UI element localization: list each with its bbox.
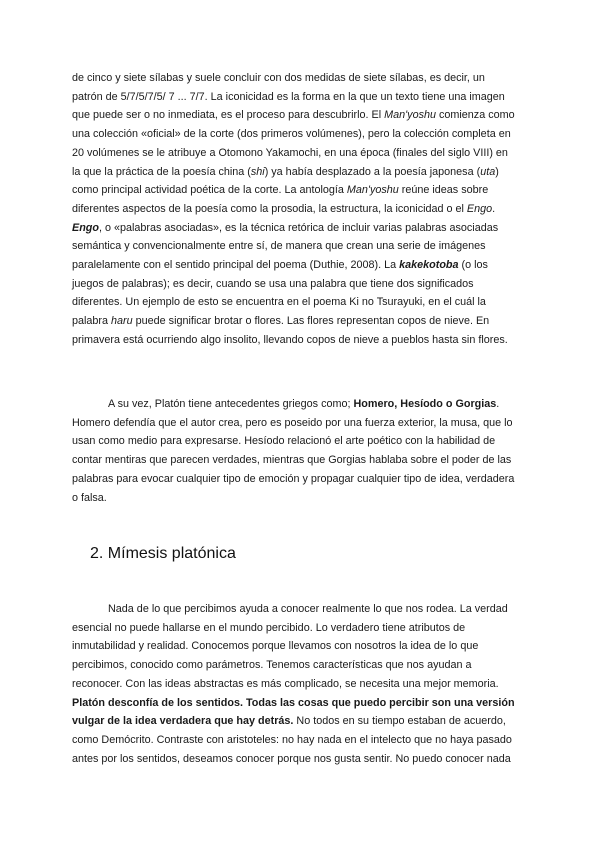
- text-line: palabras para evocar cualquier tipo de emoción y propagar cualquier tipo de idea, verdadera: [72, 472, 515, 485]
- text-line: inmutabilidad y realidad. Conocemos porque llevamos con nosotros la idea de lo que: [72, 640, 479, 653]
- section-heading: 2. Mímesis platónica: [90, 545, 236, 562]
- text-line: palabra haru puede significar brotar o flores. Las flores representan copos de nieve. En: [72, 315, 490, 328]
- text-line: 20 volúmenes se le atribuye a Otomono Yakamochi, en una época (finales del siglo VIII) en: [72, 146, 508, 159]
- text-line: contar mentiras que parecen verdades, mientras que Gorgias hablaba sobre el poder de las: [72, 454, 512, 467]
- text-line: percibimos, conocido como parámetros. Tenemos características que nos ayudan a: [72, 659, 472, 672]
- text-line: esencial no puede hallarse en el mundo percibido. Lo verdadero tiene atributos de: [72, 621, 466, 634]
- text-line: antes por los sentidos, deseamos conocer porque nos gusta sentir. No puedo conocer nada: [72, 752, 511, 765]
- text-line: vulgar de la idea verdadera que hay detrás. No todos en su tiempo estaban de acuerdo,: [72, 715, 506, 728]
- text-line: como Demócrito. Contraste con aristoteles: no hay nada en el intelecto que no haya pasado: [72, 733, 512, 746]
- text-line: juegos de palabras); es decir, cuando se usa una palabra que tiene dos significados: [72, 277, 474, 290]
- text-line: diferentes aspectos de la poesía como la prosodia, la estructura, la iconicidad o el Engo.: [72, 202, 496, 215]
- text-line: una colección «oficial» de la corte (dos primeros volúmenes), pero la colección completa en: [72, 128, 511, 141]
- text-line: usan como medio para expresarse. Hesíodo relacionó el arte poético con la habilidad de: [72, 435, 496, 448]
- text-line: la que la práctica de la poesía china (shi) ya había desplazado a la poesía japonesa (uta): [72, 165, 499, 178]
- term-engo: Engo: [72, 221, 99, 234]
- text-line: primavera está ocurriendo algo insolito, llevando copos de nieve a pueblos hasta sin flores.: [72, 333, 508, 346]
- text-line-bold: Platón desconfía de los sentidos. Todas las cosas que puedo percibir son una versión: [72, 696, 515, 709]
- text-line: Nada de lo que percibimos ayuda a conocer realmente lo que nos rodea. La verdad: [108, 603, 508, 615]
- text-line: semántica y convencionalmente entre sí, de manera que crean una serie de imágenes: [72, 240, 486, 253]
- text-line: paralelamente con el sentido principal del poema (Duthie, 2008). La kakekotoba (o los: [72, 259, 488, 272]
- paragraph-antecedentes: [72, 395, 524, 507]
- paragraph-manyoshu: [72, 69, 524, 350]
- text-line: diferentes. Un ejemplo de esto se encuentra en el poema Ki no Tsurayuki, en el cuál la: [72, 296, 486, 309]
- text-line: como principal actividad poética de la corte. La antología Man'yoshu reúne ideas sobre: [72, 184, 489, 197]
- text-line: de cinco y siete sílabas y suele concluir con dos medidas de siete sílabas, es decir, un: [72, 72, 485, 84]
- text-line: patrón de 5/7/5/7/5/ 7 ... 7/7. La iconicidad es la forma en la que un texto tiene una imagen: [72, 90, 505, 103]
- text-line: Homero defendía que el autor crea, pero es poseido por una fuerza exterior, la musa, que lo: [72, 416, 513, 429]
- text-line: Engo, o «palabras asociadas», es la técnica retórica de incluir varias palabras asociadas: [72, 221, 499, 234]
- text-line: reconocer. Con las ideas abstractas es más complicado, se necesita una mejor memoria.: [72, 677, 499, 690]
- text-line: o falsa.: [72, 491, 107, 504]
- text-line: que puede ser o no inmediata, es el proceso para descubrirlo. El Man'yoshu comienza como: [72, 109, 515, 122]
- emphasis-authors: Homero, Hesíodo o Gorgias: [353, 398, 497, 410]
- paragraph-mimesis: [72, 600, 524, 768]
- emphasis-manyoshu: Man'yoshu: [384, 109, 436, 122]
- term-kakekotoba: kakekotoba: [399, 259, 459, 272]
- text-line: A su vez, Platón tiene antecedentes griegos como; Homero, Hesíodo o Gorgias.: [108, 398, 500, 410]
